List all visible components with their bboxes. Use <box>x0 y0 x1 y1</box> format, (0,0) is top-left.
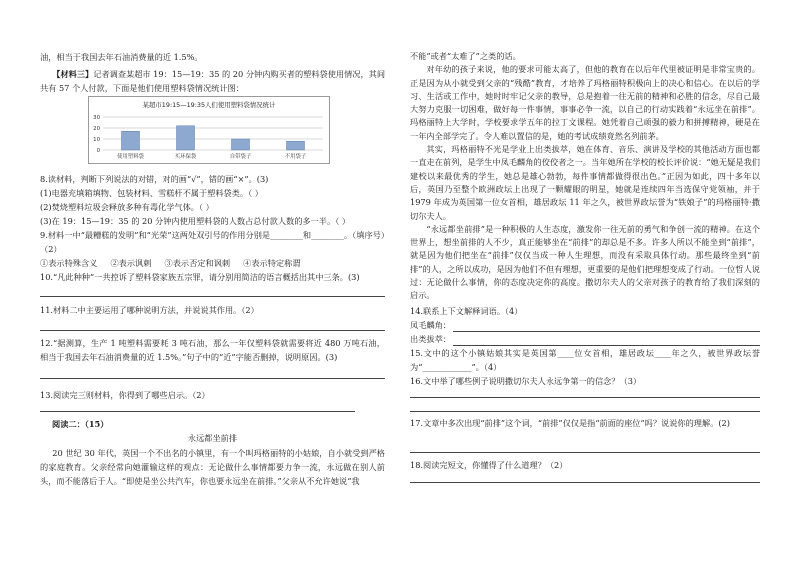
question-18: 18.阅读完短文，你懂得了什么道理？（2） <box>410 460 568 470</box>
answer-line <box>453 335 760 346</box>
passage-title: 永远都坐前排 <box>187 433 238 443</box>
question-10: 10.“凡此种种”一共控诉了塑料袋家族五宗罪，请分别用简洁的语言概括出其中三条。(3) <box>40 272 360 282</box>
question-9-option-4: ④表示特定称谓 <box>243 258 301 268</box>
question-11: 11.材料二中主要运用了哪种说明方法，并说说其作用。（2） <box>40 305 259 315</box>
y-tick-label: 30 <box>93 115 100 121</box>
answer-line <box>40 411 355 412</box>
question-9-options <box>40 256 385 270</box>
intro-line: 油，相当于我国去年石油消费量的近 1.5%。 <box>40 52 203 62</box>
passage-paragraph-4: “永远都坐前排”是一种积极的人生态度，激发你一往无前的勇气和争创一流的精神。在这个世界上，想坐前排的人不少，真正能够坐在“前排”的却总是不多。许多人所以不能坐到“前排”，就是因为他们把坐在“前排”仅仅当成一种人生理想，而没有采取具体行动。那些最终坐到“前排”的人，之所以成功，是因为他们不但有理想，更重要的是他们把理想变成了行动。一位哲人说过：无论做什么事情，你的态度决定你的高度。撒切尔夫人的父亲对孩子的教育给了我们深刻的启示。 <box>410 223 760 301</box>
x-category-label: 买环保袋 <box>174 154 197 160</box>
question-8-stem: 8.读材料，判断下列说法的对错，对的画“√”，错的画“×”。(3) <box>40 174 269 184</box>
question-8-item-2: (2)焚烧塑料垃圾会释放多种有毒化学气体。（ ） <box>40 202 214 212</box>
bar <box>122 131 140 150</box>
chart-svg <box>89 97 329 163</box>
x-category-label: 自带袋子 <box>229 154 252 160</box>
material-three-text: 记者调查某超市 19：15—19：35 的 20 分钟内购买者的塑料袋使用情况，其间共有 57 个人付款，下面是他们使用塑料袋情况统计图： <box>40 69 386 93</box>
bar <box>177 126 195 150</box>
chart-title: 某超市19:15—19:35人们使用塑料袋情况统计 <box>142 101 276 109</box>
answer-line <box>40 378 385 379</box>
question-12: 12.“据测算，生产 1 吨塑料需要耗 3 吨石油，那么一年仅塑料袋就需要将近 480 万吨石油，相当于我国去年石油消费量的近 1.5%。”句子中的“近”字能否删掉，说明原因。(3) <box>40 338 385 362</box>
answer-line <box>410 482 760 483</box>
x-category-label: 不用袋子 <box>284 154 307 160</box>
y-tick-label: 20 <box>93 126 100 132</box>
answer-line <box>40 296 385 297</box>
y-tick-label: 0 <box>96 148 100 154</box>
bar <box>287 141 305 150</box>
question-16: 16.文中举了哪些例子说明撒切尔夫人永远争第一的信念？（3） <box>410 376 642 386</box>
question-8-item-1: (1)电器充填箱填物、包装材料、雪糕杆不属于塑料袋类。（ ） <box>40 188 263 198</box>
reading-two-heading: 阅读二：（15） <box>52 419 109 429</box>
material-three <box>40 67 385 95</box>
y-tick-label: 10 <box>93 137 100 143</box>
question-9-option-3: ③表示否定和讽刺 <box>164 258 231 268</box>
question-14-term-2 <box>410 332 760 346</box>
question-9-option-2: ②表示讽刺 <box>110 258 152 268</box>
answer-line <box>410 452 760 453</box>
answer-line <box>410 397 760 398</box>
passage-paragraph-1: 20 世纪 30 年代，英国一个不出名的小镇里，有一个叫玛格丽特的小姑娘，自小就受到严格的家庭教育。父亲经常向她灌输这样的观点：无论做什么事情都要力争一流，永远做在别人前头，而不能落后于人。“即使是坐公共汽车，你也要永远坐在前排。”父亲从不允许她说“我 <box>40 448 385 486</box>
bar <box>232 139 250 150</box>
question-13: 13.阅读完三则材料，你得到了哪些启示。（2） <box>40 390 210 400</box>
passage-paragraph-3: 其实，玛格丽特不光是学业上出类拔萃，她在体育、音乐、演讲及学校的其他活动方面也都一直走在前列，是学生中凤毛麟角的佼佼者之一。当年她所在学校的校长评价说：“她无疑是我们建校以来最优秀的学生，她总是雄心勃勃，每件事情都做得很出色。”正因为如此，四十多年以后，英国乃至整个欧洲政坛上出现了一颗耀眼的明星，她就是连续四年当选保守党领袖，并于 1979 年成为英国第一位女首相，雄居政坛 11 年之久，被世界政坛誉为“铁娘子”的玛格丽特·撒切尔夫人。 <box>410 144 760 221</box>
passage-continued <box>410 50 760 303</box>
answer-line <box>453 321 760 332</box>
question-15: 15.文中的这个小镇姑娘其实是英国第____位女首相，雄居政坛____年之久，被世界政坛誉为“____________”。（4） <box>410 348 760 372</box>
term-label: 凤毛麟角： <box>410 320 451 330</box>
answer-line <box>410 411 760 412</box>
x-category-label: 使用塑料袋 <box>117 154 144 160</box>
question-9-stem: 9.材料一中“最糟糕的发明”和“光荣”这两处双引号的作用分别是________和________。（填序号）（2） <box>40 230 385 254</box>
term-label: 出类拔萃： <box>410 334 451 344</box>
material-three-label: 【材料三】 <box>52 69 94 79</box>
question-14-term-1 <box>410 318 760 332</box>
question-14-stem: 14.联系上下文解释词语。（4） <box>410 306 523 316</box>
question-17: 17.文章中多次出现“前排”这个词，“前排”仅仅是指“前面的座位”吗？说说你的理解。(2) <box>410 418 730 428</box>
passage-paragraph-2: 对年幼的孩子来说，他的要求可能太高了，但他的教育在以后年代里被证明是非常宝贵的。正是因为从小就受到父亲的“残酷”教育，才培养了玛格丽特积极向上的决心和信心。在以后的学习、生活或工作中，她时时牢记父亲的教导，总是抱着一往无前的精神和必胜的信念，尽自己最大努力克服一切困难，做好每一件事情，事事必争一流，以自己的行动实践着“永远坐在前排”。玛格丽特上大学时，学校要求学五年的拉丁文课程。她凭着自己顽强的毅力和拼搏精神，硬是在一年内全部学完了。令人难以置信的是，她的考试成绩竟然名列前茅。 <box>410 64 760 141</box>
question-8-item-3: (3)在 19：15—19：35 的 20 分钟内使用塑料袋的人数占总付款人数的多一半。（ ） <box>40 216 351 226</box>
answer-line <box>40 330 385 331</box>
question-9-option-1: ①表示特殊含义 <box>40 258 98 268</box>
plastic-bag-usage-chart <box>88 96 330 164</box>
passage-continued-line: 不能”或者“太难了”之类的话。 <box>410 51 521 61</box>
